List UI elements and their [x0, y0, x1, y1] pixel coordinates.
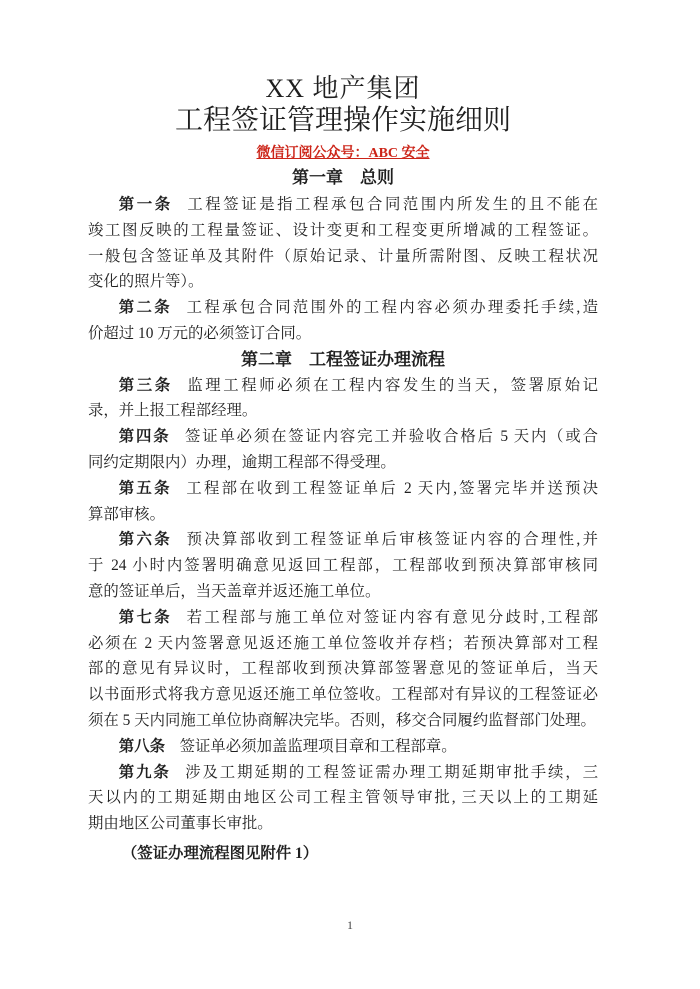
- article-6: [88, 527, 598, 604]
- article-5-label: 第五条: [118, 479, 172, 497]
- article-9-label: 第九条: [118, 763, 171, 781]
- article-line: 价超过 10 万元的必须签订合同。: [88, 324, 312, 342]
- article-line: 签证单必须加盖监理项目章和工程部章。: [179, 737, 457, 755]
- article-line: 若工程部与施工单位对签证内容有意见分歧时,工程部: [186, 608, 598, 626]
- document-title-line2: 工程签证管理操作实施细则: [174, 105, 511, 136]
- article-4-label: 第四条: [118, 428, 171, 446]
- article-line: 监理工程师必须在工程内容发生的当天，签署原始记: [187, 376, 598, 394]
- article-line: 签证单必须在签证内容完工并验收合格后 5 天内（或合: [185, 428, 598, 446]
- article-line: 工程签证是指工程承包合同范围内所发生的且不能在: [187, 196, 598, 213]
- article-7: [88, 605, 598, 734]
- article-7-label: 第七条: [118, 608, 172, 626]
- article-4: [88, 424, 598, 476]
- article-line: 意的签证单后，当天盖章并返还施工单位。: [88, 582, 381, 600]
- article-line: 竣工图反映的工程量签证、设计变更和工程变更所增减的工程签证。: [88, 221, 598, 239]
- article-2: [88, 295, 598, 347]
- wechat-notice-link: 微信订阅公众号：ABC 安全: [256, 146, 430, 161]
- article-line: 必须在 2 天内签署意见返还施工单位签收并存档；若预决算部对工程: [88, 634, 598, 652]
- article-6-label: 第六条: [118, 531, 172, 549]
- article-line: 涉及工期延期的工程签证需办理工期延期审批手续，三: [185, 763, 598, 781]
- article-line: 工程部在收到工程签证单后 2 天内,签署完毕并送预决: [186, 479, 598, 497]
- page-number: 1: [347, 918, 353, 932]
- article-line: 一般包含签证单及其附件（原始记录、计量所需附图、反映工程状况: [88, 247, 598, 265]
- article-8: [88, 734, 598, 760]
- article-line: 预决算部收到工程签证单后审核签证内容的合理性,并: [186, 531, 598, 549]
- article-1-label: 第一条: [118, 196, 173, 213]
- article-3: [88, 373, 598, 425]
- article-line: 录，并上报工程部经理。: [88, 402, 258, 420]
- article-line: 期由地区公司董事长审批。: [88, 815, 273, 833]
- article-9: [88, 760, 598, 837]
- document-title-line1: XX 地产集团: [265, 74, 421, 103]
- article-1: [88, 192, 598, 295]
- article-5: [88, 476, 598, 528]
- article-line: 以书面形式将我方意见返还施工单位签收。工程部对有异议的工程签证必: [88, 686, 598, 704]
- article-8-label: 第八条: [118, 737, 165, 755]
- article-line: 算部审核。: [88, 505, 165, 523]
- article-line: 变化的照片等）。: [88, 273, 204, 291]
- chapter-2-heading: 第二章 工程签证办理流程: [241, 349, 445, 369]
- article-line: 部的意见有异议时，工程部收到预决算部签署意见的签证单后，当天: [88, 660, 598, 678]
- chapter-1-heading: 第一章 总则: [292, 168, 394, 187]
- document-body: [88, 192, 598, 867]
- article-line: 天以内的工期延期由地区公司工程主管领导审批, 三天以上的工期延: [88, 789, 598, 807]
- article-3-label: 第三条: [118, 376, 173, 394]
- document-content: [88, 74, 598, 867]
- article-line: 同约定期限内）办理，逾期工程部不得受理。: [88, 453, 396, 471]
- article-2-label: 第二条: [118, 299, 172, 317]
- closing-note: （签证办理流程图见附件 1）: [121, 844, 319, 862]
- article-line: 须在 5 天内同施工单位协商解决完毕。否则，移交合同履约监督部门处理。: [88, 711, 596, 729]
- article-line: 工程承包合同范围外的工程内容必须办理委托手续,造: [186, 299, 598, 317]
- article-line: 于 24 小时内签署明确意见返回工程部，工程部收到预决算部审核同: [88, 557, 598, 575]
